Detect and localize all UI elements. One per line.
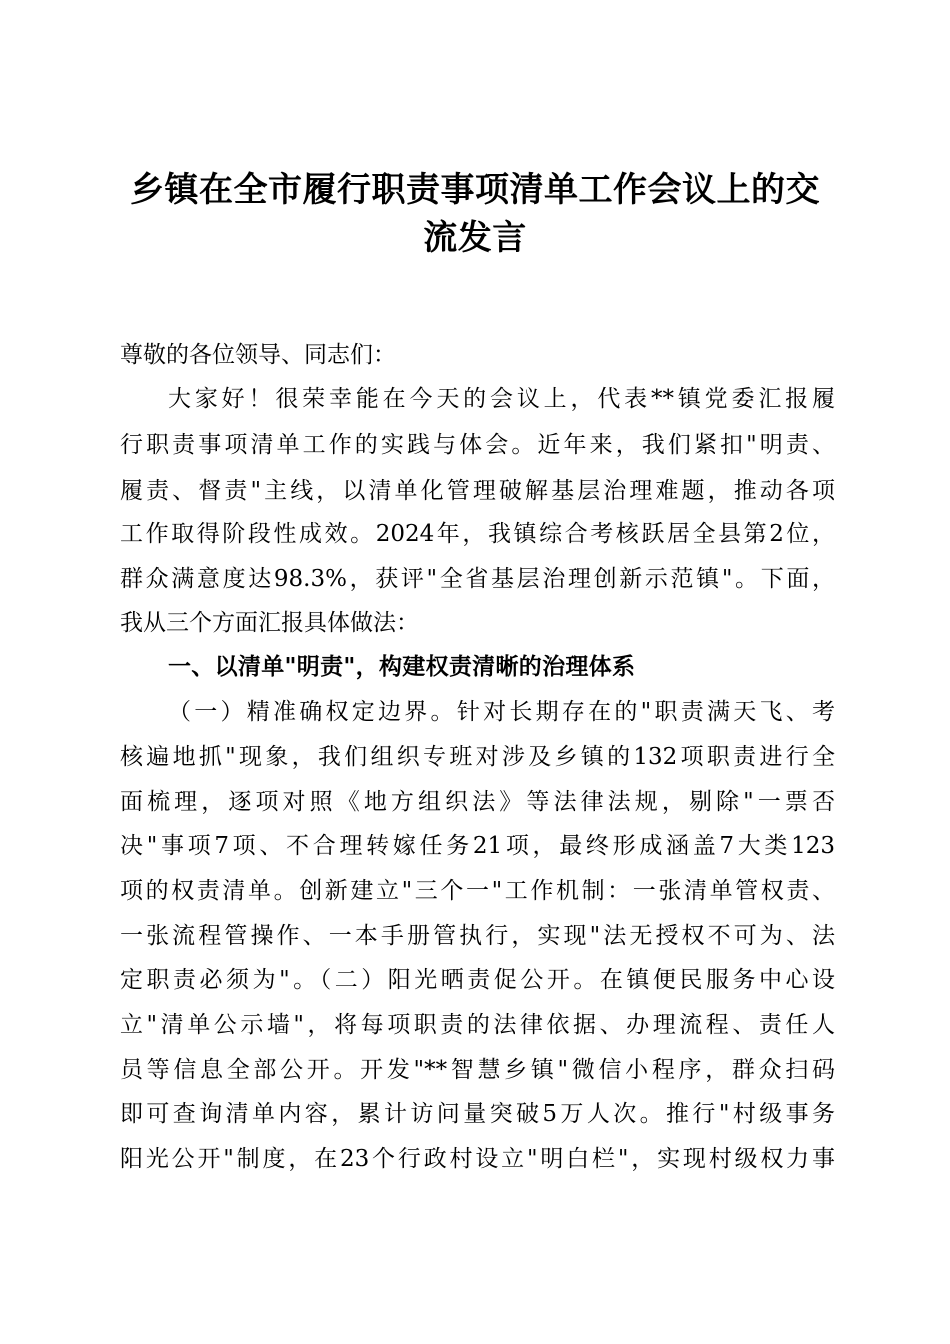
paragraph-1-line-2: 行职责事项清单工作的实践与体会。近年来，我们紧扣"明责、	[120, 432, 835, 458]
paragraph-2-line-7: 定职责必须为"。（二）阳光晒责促公开。在镇便民服务中心设	[120, 967, 835, 993]
paragraph-2-line-5: 项的权责清单。创新建立"三个一"工作机制：一张清单管权责、	[120, 878, 835, 904]
paragraph-2-line-11: 阳光公开"制度，在23个行政村设立"明白栏"，实现村级权力事	[120, 1146, 835, 1172]
section-1-heading: 一、以清单"明责"，构建权责清晰的治理体系	[168, 654, 636, 680]
paragraph-2-line-2: 核遍地抓"现象，我们组织专班对涉及乡镇的132项职责进行全	[120, 744, 835, 770]
paragraph-1-line-1: 大家好！很荣幸能在今天的会议上，代表**镇党委汇报履	[168, 386, 835, 412]
paragraph-1-line-4: 工作取得阶段性成效。2024年，我镇综合考核跃居全县第2位，	[120, 521, 835, 547]
paragraph-2-line-3: 面梳理，逐项对照《地方组织法》等法律法规，剔除"一票否	[120, 789, 835, 815]
paragraph-1-line-6: 我从三个方面汇报具体做法：	[120, 610, 419, 636]
paragraph-2-line-1: （一）精准确权定边界。针对长期存在的"职责满天飞、考	[168, 699, 835, 725]
paragraph-2-line-9: 员等信息全部公开。开发"**智慧乡镇"微信小程序，群众扫码	[120, 1057, 835, 1083]
document-title-line-1: 乡镇在全市履行职责事项清单工作会议上的交	[130, 170, 820, 210]
paragraph-1-line-5: 群众满意度达98.3%，获评"全省基层治理创新示范镇"。下面，	[120, 566, 835, 592]
paragraph-2-line-4: 决"事项7项、不合理转嫁任务21项，最终形成涵盖7大类123	[120, 833, 835, 859]
paragraph-1-line-3: 履责、督责"主线，以清单化管理破解基层治理难题，推动各项	[120, 478, 835, 504]
salutation: 尊敬的各位领导、同志们：	[120, 342, 396, 368]
paragraph-2-line-8: 立"清单公示墙"，将每项职责的法律依据、办理流程、责任人	[120, 1012, 835, 1038]
document-title-line-2: 流发言	[423, 218, 527, 258]
paragraph-2-line-6: 一张流程管操作、一本手册管执行，实现"法无授权不可为、法	[120, 923, 835, 949]
paragraph-2-line-10: 即可查询清单内容，累计访问量突破5万人次。推行"村级事务	[120, 1101, 835, 1127]
